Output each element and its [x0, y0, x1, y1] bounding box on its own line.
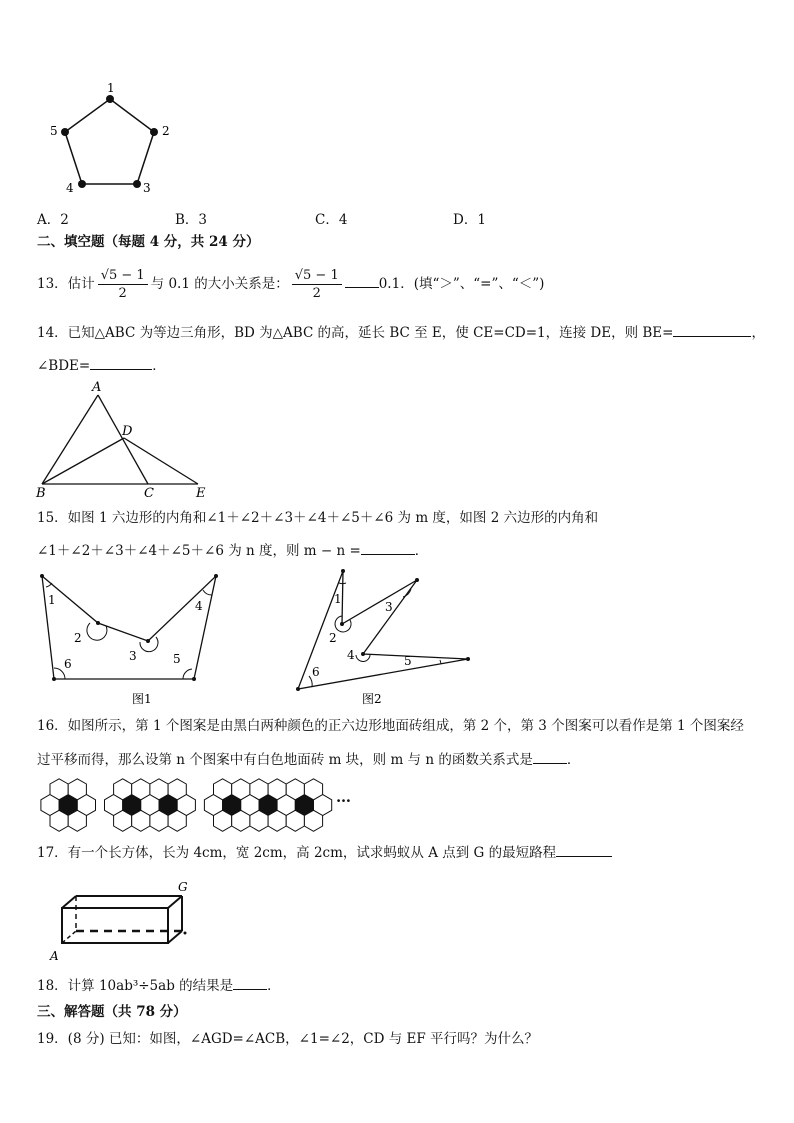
white-hex-tile — [268, 810, 286, 831]
question-16-line1: 16．如图所示，第 1 个图案是由黑白两种颜色的正六边形地面砖组成，第 2 个，第 3 个图案可以看作是第 1 个图案经 — [37, 718, 744, 734]
option-d: D．1 — [453, 212, 486, 228]
white-hex-tile — [286, 810, 304, 831]
hexagon-figure-2 — [290, 563, 490, 708]
figure-caption: 图2 — [362, 692, 382, 706]
pentagon-figure — [40, 78, 180, 198]
white-hex-tile — [114, 810, 132, 831]
white-hex-tile — [132, 779, 150, 800]
q13-prefix: 13．估计 — [37, 276, 95, 292]
q14-comma: ， — [751, 325, 765, 341]
q15-text: ∠1＋∠2＋∠3＋∠4＋∠5＋∠6 为 n 度，则 m − n = — [37, 543, 361, 559]
q18-text: 18．计算 10ab³÷5ab 的结果是 — [37, 978, 234, 994]
white-hex-tile — [114, 779, 132, 800]
q13-middle: 与 0.1 的大小关系是： — [150, 276, 289, 292]
q18-period: ． — [267, 978, 281, 994]
fraction-denominator: 2 — [118, 286, 127, 301]
answer-blank[interactable] — [361, 540, 415, 555]
point-label-a: A — [92, 380, 102, 395]
fraction-numerator: √5 − 1 — [292, 267, 342, 285]
angle-label: 2 — [74, 631, 82, 645]
angle-label: 5 — [404, 654, 412, 668]
angle-label: 1 — [334, 592, 342, 606]
question-15-line1: 15．如图 1 六边形的内角和∠1＋∠2＋∠3＋∠4＋∠5＋∠6 为 m 度，如图 2 六边形的内角和 — [37, 510, 599, 526]
white-hex-tile — [132, 810, 150, 831]
option-b: B．3 — [175, 212, 208, 228]
white-hex-tile — [50, 810, 68, 831]
answer-blank[interactable] — [233, 975, 267, 990]
angle-label: 3 — [385, 600, 393, 614]
option-c: C．4 — [315, 212, 348, 228]
white-hex-tile — [232, 810, 250, 831]
white-hex-tile — [50, 779, 68, 800]
answer-blank[interactable] — [673, 322, 751, 337]
q16-text: 过平移而得，那么设第 n 个图案中有白色地面砖 m 块，则 m 与 n 的函数关系式是 — [37, 752, 533, 768]
hexagon-figure-1 — [30, 568, 230, 708]
question-19-line: 19．(8 分) 已知：如图，∠AGD=∠ACB，∠1=∠2，CD 与 EF 平行吗？为什么？ — [37, 1031, 539, 1047]
angle-label: 4 — [195, 599, 203, 613]
option-a: A．2 — [37, 212, 69, 228]
angle-label: 2 — [329, 631, 337, 645]
angle-label: 4 — [347, 648, 355, 662]
vertex-dot — [133, 180, 141, 188]
fraction — [98, 267, 148, 302]
white-hex-tile — [304, 779, 322, 800]
point-label-c: C — [144, 486, 154, 500]
white-hex-tile — [214, 779, 232, 800]
angle-label: 6 — [312, 665, 320, 679]
white-hex-tile — [250, 810, 268, 831]
q13-suffix: 0.1．(填“＞”、“=”、“＜”) — [378, 276, 545, 292]
vertex-dot — [61, 128, 69, 136]
question-14-line1 — [37, 322, 765, 343]
cuboid-figure — [44, 878, 204, 966]
point-label-g: G — [178, 880, 188, 894]
white-hex-tile — [168, 779, 186, 800]
section-2-title: 二、填空题（每题 4 分，共 24 分） — [37, 234, 260, 250]
pentagon-shape — [65, 99, 154, 184]
answer-blank[interactable] — [556, 842, 612, 857]
figure-caption: 图1 — [132, 692, 152, 706]
angle-label: 1 — [48, 593, 56, 607]
point-label-e: E — [196, 486, 206, 500]
point-label-a: A — [50, 949, 59, 963]
hexagon-tile-patterns — [36, 774, 366, 836]
question-17-line — [37, 842, 612, 863]
vertex-dot — [78, 180, 86, 188]
q14-angle-label: ∠BDE= — [37, 358, 91, 374]
vertex-dot — [150, 128, 158, 136]
fraction — [292, 267, 342, 302]
white-hex-tile — [68, 779, 86, 800]
angle-label: 3 — [129, 649, 137, 663]
q17-text: 17．有一个长方体，长为 4cm，宽 2cm，高 2cm，试求蚂蚁从 A 点到 G 的最短路程 — [37, 845, 557, 861]
section-3-title: 三、解答题（共 78 分） — [37, 1004, 187, 1020]
q16-period: ． — [566, 752, 581, 768]
angle-label: 6 — [64, 657, 72, 671]
fraction-numerator: √5 − 1 — [98, 267, 148, 285]
white-hex-tile — [168, 810, 186, 831]
angle-label: 5 — [173, 652, 181, 666]
point-label-b: B — [36, 486, 46, 500]
vertex-label: 3 — [143, 181, 151, 195]
vertex-dot — [106, 95, 114, 103]
question-16-line2 — [37, 749, 580, 770]
fraction-denominator: 2 — [312, 286, 321, 301]
vertex-label: 5 — [50, 124, 58, 138]
white-hex-tile — [250, 779, 268, 800]
white-hex-tile — [304, 810, 322, 831]
answer-blank[interactable] — [90, 355, 152, 370]
q14-period: ． — [152, 358, 166, 374]
white-hex-tile — [286, 779, 304, 800]
white-hex-tile — [150, 810, 168, 831]
white-hex-tile — [150, 779, 168, 800]
pattern-ellipsis: … — [336, 788, 351, 806]
question-13 — [37, 264, 544, 304]
answer-blank[interactable] — [345, 273, 379, 288]
answer-blank[interactable] — [533, 749, 567, 764]
vertex-label: 1 — [107, 81, 115, 95]
triangle-figure — [30, 378, 220, 500]
q15-period: ． — [414, 543, 429, 559]
question-14-line2 — [37, 355, 166, 376]
vertex-label: 2 — [162, 124, 170, 138]
point-label-d: D — [122, 424, 133, 439]
white-hex-tile — [214, 810, 232, 831]
q14-text: 14．已知△ABC 为等边三角形，BD 为△ABC 的高，延长 BC 至 E，使 CE=CD=1，连接 DE，则 BE= — [37, 325, 674, 341]
white-hex-tile — [68, 810, 86, 831]
white-hex-tile — [232, 779, 250, 800]
vertex-label: 4 — [66, 181, 74, 195]
white-hex-tile — [268, 779, 286, 800]
question-15-line2 — [37, 540, 428, 561]
question-18-line — [37, 975, 281, 996]
